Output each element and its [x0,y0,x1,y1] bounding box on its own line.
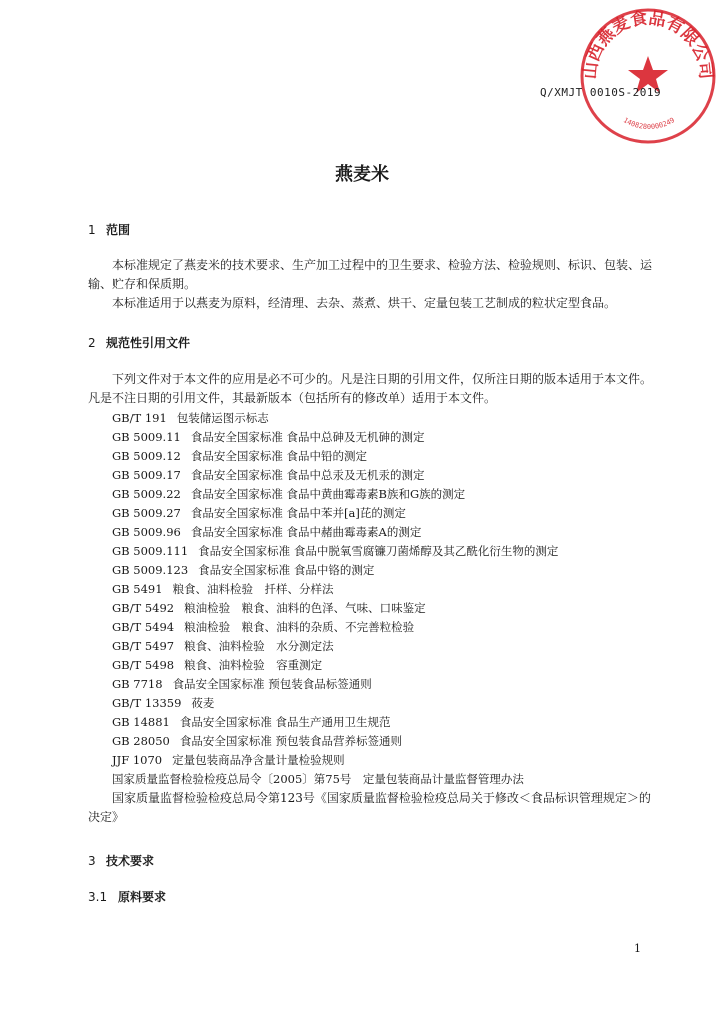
section-1-heading [88,221,130,238]
reference-item: GB 5009.27 食品安全国家标准 食品中苯并[a]芘的测定 [112,506,406,520]
section-2-heading [88,334,190,351]
svg-text:1408280000249 [622,116,676,131]
reference-item: GB/T 5498 粮食、油料检验 容重测定 [112,658,323,672]
section-number: 3 [88,854,96,868]
section-number: 2 [88,336,96,350]
section-3-1-heading [88,888,166,905]
reference-item: JJF 1070 定量包装商品净含量计量检验规则 [112,753,345,767]
reference-item: GB 28050 食品安全国家标准 预包装食品营养标签通则 [112,734,403,748]
section-number: 1 [88,223,96,237]
decree-reference-2: 国家质量监督检验检疫总局令第123号《国家质量监督检验检疫总局关于修改＜食品标识管理规定＞的决定》 [88,791,651,824]
reference-item: GB 5009.22 食品安全国家标准 食品中黄曲霉毒素B族和G族的测定 [112,487,466,501]
reference-item: GB 5009.96 食品安全国家标准 食品中赭曲霉毒素A的测定 [112,525,422,539]
decree-reference-1: 国家质量监督检验检疫总局令〔2005〕第75号 定量包装商品计量监督管理办法 [112,772,524,786]
reference-item: GB 5491 粮食、油料检验 扦样、分样法 [112,582,334,596]
reference-item: GB 14881 食品安全国家标准 食品生产通用卫生规范 [112,715,391,729]
reference-item: GB 5009.111 食品安全国家标准 食品中脱氧雪腐镰刀菌烯醇及其乙酰化衍生物的测定 [112,544,559,558]
reference-item: GB/T 191 包装储运图示标志 [112,411,269,425]
document-title: 燕麦米 [335,164,389,185]
section-3-heading [88,852,154,869]
section-title: 原料要求 [118,890,167,904]
section-title: 规范性引用文件 [106,336,191,350]
scope-paragraph-2: 本标准适用于以燕麦为原料，经清理、去杂、蒸煮、烘干、定量包装工艺制成的粒状定型食品。 [112,296,617,310]
company-seal-stamp [578,6,718,146]
reference-item: GB 5009.11 食品安全国家标准 食品中总砷及无机砷的测定 [112,430,425,444]
references-intro: 下列文件对于本文件的应用是必不可少的。凡是注日期的引用文件，仅所注日期的版本适用于本文件。凡是不注日期的引用文件，其最新版本（包括所有的修改单）适用于本文件。 [88,372,653,405]
seal-company-name: 山西燕麦食品有限公司 [580,8,716,81]
reference-item: GB/T 5494 粮油检验 粮食、油料的杂质、不完善粒检验 [112,620,415,634]
section-title: 技术要求 [106,854,155,868]
section-number: 3.1 [88,890,108,904]
seal-code: 1408280000249 [621,116,677,132]
reference-item: GB 5009.17 食品安全国家标准 食品中总汞及无机汞的测定 [112,468,425,482]
page-number: 1 [634,942,641,955]
reference-item: GB 5009.123 食品安全国家标准 食品中铬的测定 [112,563,375,577]
section-title: 范围 [106,223,131,237]
reference-item: GB/T 5497 粮食、油料检验 水分测定法 [112,639,334,653]
scope-paragraph-1: 本标准规定了燕麦米的技术要求、生产加工过程中的卫生要求、检验方法、检验规则、标识、包装、运输、贮存和保质期。 [88,258,653,291]
standard-code: Q/XMJT 0010S-2019 [540,86,662,99]
reference-item: GB 7718 食品安全国家标准 预包装食品标签通则 [112,677,372,691]
reference-item: GB 5009.12 食品安全国家标准 食品中铅的测定 [112,449,368,463]
reference-item: GB/T 13359 莜麦 [112,696,215,710]
reference-item: GB/T 5492 粮油检验 粮食、油料的色泽、气味、口味鉴定 [112,601,426,615]
